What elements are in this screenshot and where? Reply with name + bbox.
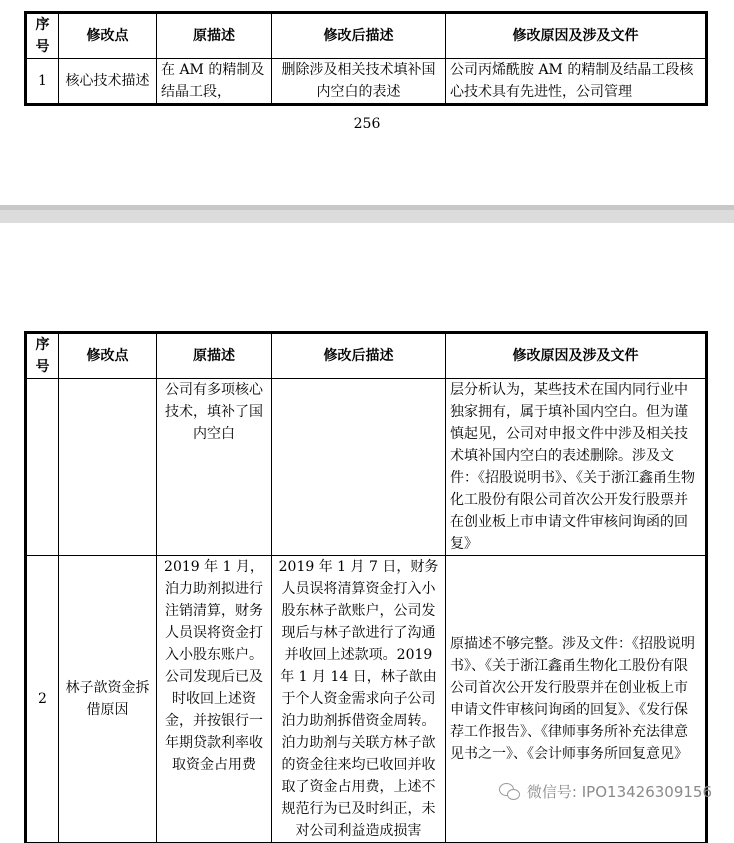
cell-no: 1 [27,59,59,104]
header-no: 序号 [27,334,59,379]
header-point: 修改点 [59,14,157,59]
header-reason: 修改原因及涉及文件 [446,14,706,59]
cell-original: 在 AM 的精制及结晶工段， [157,59,272,104]
page-number: 256 [353,116,381,132]
cell-no [27,379,59,556]
cell-reason: 原描述不够完整。涉及文件：《招股说明书》、《关于浙江鑫甬生物化工股份有限公司首次公开发行股票并在创业板上市申请文件审核问询函的回复》、《发行保荐工作报告》、《律师事务所补充法律意见书之一》、《会计师事务所回复意见》 [446,556,706,843]
header-reason: 修改原因及涉及文件 [446,334,706,379]
header-original: 原描述 [157,334,272,379]
table-header-row [27,14,706,59]
cell-revised: 2019 年 1 月 7 日，财务人员误将清算资金打入小股东林子歆账户，公司发现后与林子歆进行了沟通并收回上述款项。2019 年 1 月 14 日，林子歆由于个人资金需求向子公司泊力助剂拆借资金周转。泊力助剂与关联方林子歆的资金往来均已收回并收取了资金占用费，上述不规范行为已及时纠正，未对公司利益造成损害 [272,556,446,843]
cell-point: 核心技术描述 [59,59,157,104]
header-revised: 修改后描述 [272,334,446,379]
cell-point: 林子歆资金拆借原因 [59,556,157,843]
wechat-icon [499,783,521,801]
header-point: 修改点 [59,334,157,379]
watermark-text: 微信号: IPO13426309156 [526,783,712,801]
cell-original: 公司有多项核心技术，填补了国内空白 [157,379,272,556]
cell-no: 2 [27,556,59,843]
table-row [27,59,706,104]
header-original: 原描述 [157,14,272,59]
header-revised: 修改后描述 [272,14,446,59]
cell-revised: 删除涉及相关技术填补国内空白的表述 [272,59,446,104]
header-no: 序号 [27,14,59,59]
table-row [27,379,706,556]
page-separator [0,205,734,223]
cell-revised [272,379,446,556]
cell-reason: 层分析认为，某些技术在国内同行业中独家拥有，属于填补国内空白。但为谨慎起见，公司对申报文件中涉及相关技术填补国内空白的表述删除。涉及文件：《招股说明书》、《关于浙江鑫甬生物化工股份有限公司首次公开发行股票并在创业板上市申请文件审核问询函的回复》 [446,379,706,556]
table-header-row [27,334,706,379]
cell-reason: 公司丙烯酰胺 AM 的精制及结晶工段核心技术具有先进性，公司管理 [446,59,706,104]
watermark [499,781,712,802]
cell-point [59,379,157,556]
table-page-1 [26,13,706,104]
table-page-2 [26,333,706,843]
cell-original: 2019 年 1 月，泊力助剂拟进行注销清算，财务人员误将资金打入小股东账户。公司发现后已及时收回上述资金，并按银行一年期贷款利率收取资金占用费 [157,556,272,843]
